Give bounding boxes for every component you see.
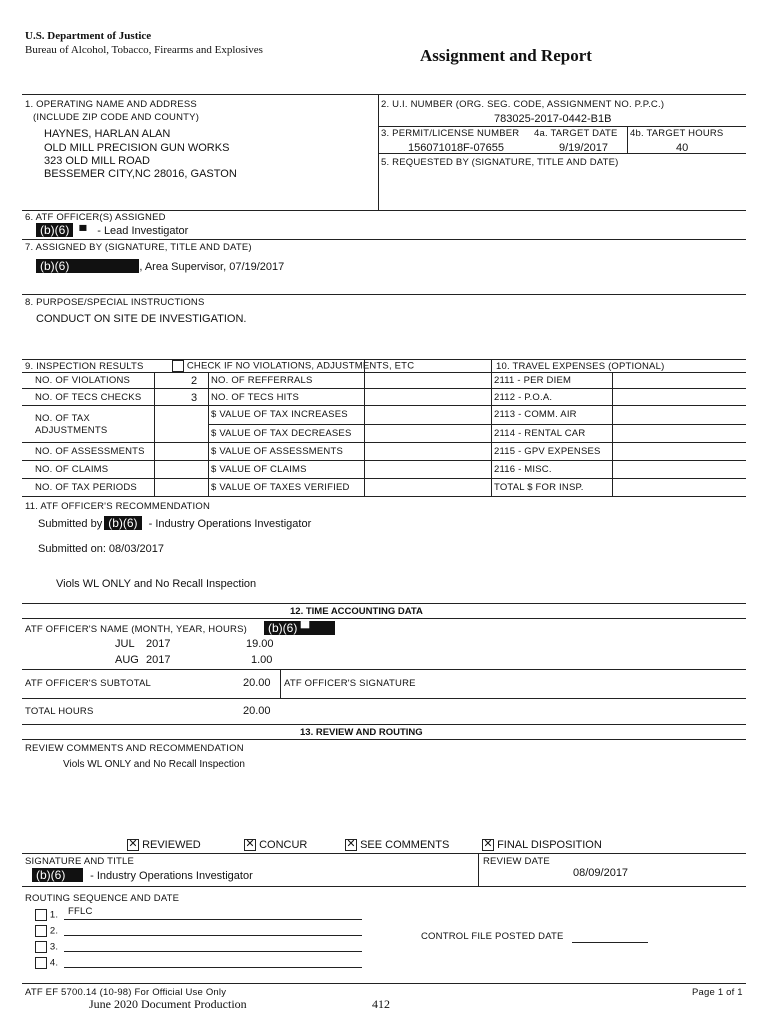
tax-periods-label: NO. OF TAX PERIODS [35, 482, 137, 493]
purpose-label: 8. PURPOSE/SPECIAL INSTRUCTIONS [25, 297, 205, 308]
routing-row-2[interactable]: 2. [35, 925, 58, 937]
reviewed-checkbox[interactable]: ✕ REVIEWED [127, 839, 201, 851]
officer-signature-label: ATF OFFICER'S SIGNATURE [284, 678, 416, 689]
ui-number-value: 783025-2017-0442-B1B [494, 113, 612, 125]
review-comments-label: REVIEW COMMENTS AND RECOMMENDATION [25, 743, 244, 754]
control-file-label: CONTROL FILE POSTED DATE [421, 931, 564, 942]
tecs-checks-value: 3 [191, 392, 198, 404]
assessments-label: NO. OF ASSESSMENTS [35, 446, 145, 457]
time-row-aug-year: 2017 [146, 654, 171, 666]
time-row-aug-hours: 1.00 [251, 654, 273, 666]
routing-row-1-value: FFLC [68, 906, 93, 917]
travel-rental-car: 2114 - RENTAL CAR [494, 428, 586, 439]
tecs-hits-label: NO. OF TECS HITS [211, 392, 300, 403]
permit-value: 156071018F-07655 [408, 142, 505, 154]
routing-label: ROUTING SEQUENCE AND DATE [25, 893, 180, 904]
form-title: Assignment and Report [420, 46, 592, 65]
production-stamp: June 2020 Document Production [89, 997, 247, 1011]
total-hours-value: 20.00 [243, 705, 271, 717]
purpose-value: CONDUCT ON SITE DE INVESTIGATION. [36, 313, 247, 325]
final-disposition-checkbox[interactable]: ✕ FINAL DISPOSITION [482, 839, 602, 851]
violations-value: 2 [191, 375, 198, 387]
time-row-jul-year: 2017 [146, 638, 171, 650]
target-hours-label: 4b. TARGET HOURS [630, 128, 724, 139]
review-comments-value: Viols WL ONLY and No Recall Inspection [63, 759, 245, 770]
ui-number-label: 2. U.I. NUMBER (ORG. SEG. CODE, ASSIGNMENT NO. P.P.C.) [381, 99, 665, 110]
officer-redaction: (b)(6) ▀ - Lead Investigator [36, 223, 188, 237]
subtotal-value: 20.00 [243, 677, 271, 689]
value-assessments-label: $ VALUE OF ASSESSMENTS [211, 446, 343, 457]
target-date-label: 4a. TARGET DATE [534, 128, 618, 139]
travel-comm-air: 2113 - COMM. AIR [494, 409, 577, 420]
time-row-jul-hours: 19.00 [246, 638, 274, 650]
inspection-results-label: 9. INSPECTION RESULTS [25, 361, 144, 372]
operating-sublabel: (INCLUDE ZIP CODE AND COUNTY) [33, 112, 200, 123]
time-row-aug-month: AUG [115, 654, 139, 666]
recommendation-submitted-by: Submitted by (b)(6) - Industry Operations Investigator [38, 516, 312, 530]
review-signature: (b)(6) - Industry Operations Investigator [32, 868, 253, 882]
page-number: 412 [372, 997, 390, 1011]
concur-checkbox[interactable]: ✕ CONCUR [244, 839, 307, 851]
no-violations-check[interactable]: CHECK IF NO VIOLATIONS, ADJUSTMENTS, ETC [172, 360, 414, 372]
review-routing-label: 13. REVIEW AND ROUTING [300, 727, 423, 738]
tax-adjustments-label-2: ADJUSTMENTS [35, 425, 108, 436]
referrals-label: NO. OF REFFERRALS [211, 375, 313, 386]
operating-line-1: HAYNES, HARLAN ALAN [44, 128, 171, 140]
routing-row-4[interactable]: 4. [35, 957, 58, 969]
see-comments-checkbox[interactable]: ✕ SEE COMMENTS [345, 839, 449, 851]
tax-increases-label: $ VALUE OF TAX INCREASES [211, 409, 348, 420]
value-claims-label: $ VALUE OF CLAIMS [211, 464, 307, 475]
time-row-jul-month: JUL [115, 638, 135, 650]
submitted-on: Submitted on: 08/03/2017 [38, 543, 164, 555]
target-date-value: 9/19/2017 [559, 142, 608, 154]
requested-by-label: 5. REQUESTED BY (SIGNATURE, TITLE AND DATE) [381, 157, 619, 168]
total-hours-label: TOTAL HOURS [25, 706, 94, 717]
review-signature-label: SIGNATURE AND TITLE [25, 856, 135, 867]
tax-decreases-label: $ VALUE OF TAX DECREASES [211, 428, 352, 439]
travel-gpv: 2115 - GPV EXPENSES [494, 446, 601, 457]
travel-poa: 2112 - P.O.A. [494, 392, 553, 403]
tecs-checks-label: NO. OF TECS CHECKS [35, 392, 142, 403]
time-accounting-label: 12. TIME ACCOUNTING DATA [290, 606, 423, 617]
review-date-value: 08/09/2017 [573, 867, 629, 879]
permit-label: 3. PERMIT/LICENSE NUMBER [381, 128, 520, 139]
claims-label: NO. OF CLAIMS [35, 464, 109, 475]
recommendation-label: 11. ATF OFFICER'S RECOMMENDATION [25, 501, 211, 512]
page-of: Page 1 of 1 [692, 987, 743, 998]
bureau-name: Bureau of Alcohol, Tobacco, Firearms and Explosives [25, 44, 263, 56]
officer-name-label: ATF OFFICER'S NAME (MONTH, YEAR, HOURS) [25, 624, 247, 635]
travel-total: TOTAL $ FOR INSP. [494, 482, 584, 493]
routing-row-3[interactable]: 3. [35, 941, 58, 953]
form-id: ATF EF 5700.14 (10-98) For Official Use Only [25, 987, 227, 998]
tax-adjustments-label-1: NO. OF TAX [35, 413, 90, 424]
agency-name: U.S. Department of Justice [25, 30, 152, 42]
travel-expenses-label: 10. TRAVEL EXPENSES (OPTIONAL) [496, 361, 665, 372]
assigned-by-label: 7. ASSIGNED BY (SIGNATURE, TITLE AND DATE) [25, 242, 252, 253]
operating-line-4: BESSEMER CITY,NC 28016, GASTON [44, 168, 237, 180]
review-date-label: REVIEW DATE [483, 856, 550, 867]
time-officer-redaction: (b)(6) ▀ [264, 621, 335, 635]
operating-line-2: OLD MILL PRECISION GUN WORKS [44, 142, 230, 154]
routing-row-1[interactable]: 1. [35, 909, 58, 921]
operating-line-3: 323 OLD MILL ROAD [44, 155, 150, 167]
recommendation-note: Viols WL ONLY and No Recall Inspection [56, 578, 257, 590]
officers-label: 6. ATF OFFICER(S) ASSIGNED [25, 212, 166, 223]
subtotal-label: ATF OFFICER'S SUBTOTAL [25, 678, 152, 689]
violations-label: NO. OF VIOLATIONS [35, 375, 131, 386]
assigned-by-signature: (b)(6) , Area Supervisor, 07/19/2017 [36, 259, 284, 273]
operating-label: 1. OPERATING NAME AND ADDRESS [25, 99, 197, 110]
officer-role: - Lead Investigator [97, 225, 189, 237]
travel-per-diem: 2111 - PER DIEM [494, 375, 572, 386]
value-taxes-verified-label: $ VALUE OF TAXES VERIFIED [211, 482, 350, 493]
travel-misc: 2116 - MISC. [494, 464, 552, 475]
target-hours-value: 40 [676, 142, 689, 154]
